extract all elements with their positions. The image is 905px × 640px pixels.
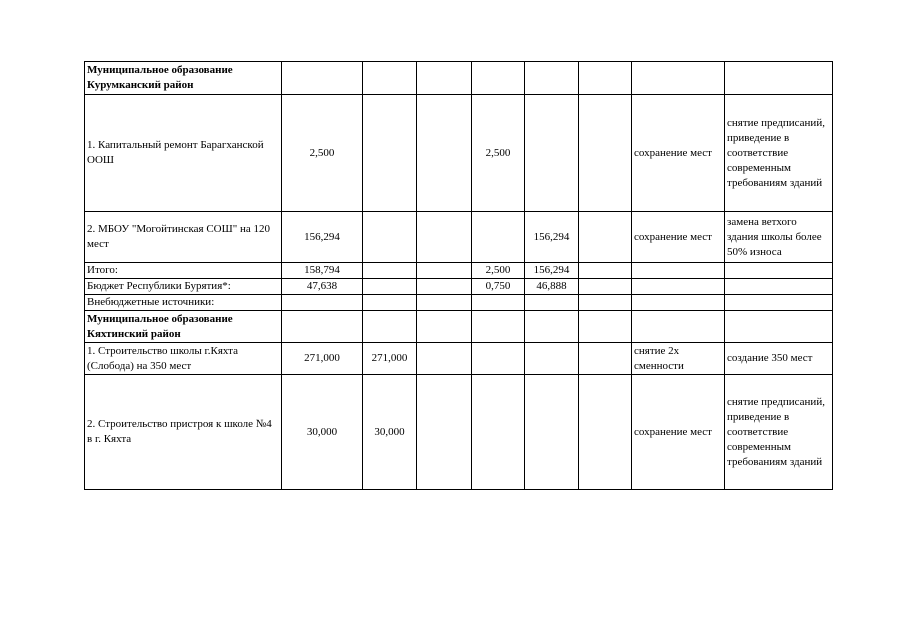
note-cell: снятие 2х сменности <box>632 343 725 375</box>
table-row-section-kurumkan <box>85 62 833 95</box>
table-row <box>85 343 833 375</box>
value-cell <box>417 95 472 212</box>
value-cell <box>525 375 579 490</box>
table-row-total <box>85 263 833 279</box>
item-name-cell: 1. Капитальный ремонт Барагханской ООШ <box>85 95 282 212</box>
table-row-extrabudget <box>85 295 833 311</box>
table-cell <box>282 62 363 95</box>
table-cell <box>525 62 579 95</box>
value-cell: 156,294 <box>525 212 579 263</box>
value-cell <box>579 95 632 212</box>
table-cell <box>725 311 833 343</box>
table-cell <box>417 311 472 343</box>
item-name-cell: 2. МБОУ "Могойтинская СОШ" на 120 мест <box>85 212 282 263</box>
value-cell: 2,500 <box>472 95 525 212</box>
table-cell <box>363 311 417 343</box>
value-cell <box>282 295 363 311</box>
table-row <box>85 212 833 263</box>
row-label: Итого: <box>85 263 282 279</box>
item-name-cell: 2. Строительство пристроя к школе №4 в г. Кяхта <box>85 375 282 490</box>
value-cell <box>472 212 525 263</box>
value-cell <box>417 343 472 375</box>
value-cell: 158,794 <box>282 263 363 279</box>
table-cell <box>632 62 725 95</box>
document-table <box>84 61 833 490</box>
value-cell <box>417 212 472 263</box>
value-cell <box>579 279 632 295</box>
value-cell <box>363 295 417 311</box>
table-cell <box>579 62 632 95</box>
result-cell: снятие предписаний, приведение в соответствие современным требованиям зданий <box>725 375 833 490</box>
table-cell <box>472 311 525 343</box>
value-cell: 271,000 <box>282 343 363 375</box>
table-cell <box>632 311 725 343</box>
value-cell <box>579 212 632 263</box>
value-cell <box>579 295 632 311</box>
value-cell: 0,750 <box>472 279 525 295</box>
value-cell: 2,500 <box>282 95 363 212</box>
section-heading: Муниципальное образование Кяхтинский район <box>85 311 282 343</box>
table-cell <box>282 311 363 343</box>
value-cell <box>525 95 579 212</box>
table-row-budget <box>85 279 833 295</box>
value-cell: 30,000 <box>363 375 417 490</box>
value-cell <box>579 263 632 279</box>
table-row-section-kyakhta <box>85 311 833 343</box>
note-cell: сохранение мест <box>632 95 725 212</box>
result-cell <box>725 263 833 279</box>
value-cell: 271,000 <box>363 343 417 375</box>
value-cell <box>579 343 632 375</box>
row-label: Бюджет Республики Бурятия*: <box>85 279 282 295</box>
note-cell <box>632 263 725 279</box>
note-cell <box>632 279 725 295</box>
result-cell: замена ветхого здания школы более 50% износа <box>725 212 833 263</box>
value-cell <box>579 375 632 490</box>
value-cell: 47,638 <box>282 279 363 295</box>
value-cell: 156,294 <box>282 212 363 263</box>
value-cell: 30,000 <box>282 375 363 490</box>
value-cell <box>363 263 417 279</box>
value-cell <box>417 279 472 295</box>
value-cell <box>472 295 525 311</box>
table-cell <box>363 62 417 95</box>
value-cell <box>525 343 579 375</box>
value-cell <box>417 263 472 279</box>
value-cell: 156,294 <box>525 263 579 279</box>
value-cell: 2,500 <box>472 263 525 279</box>
result-cell <box>725 279 833 295</box>
table-cell <box>525 311 579 343</box>
section-heading: Муниципальное образование Курумканский район <box>85 62 282 95</box>
note-cell <box>632 295 725 311</box>
value-cell <box>472 343 525 375</box>
value-cell <box>363 279 417 295</box>
item-name-cell: 1. Строительство школы г.Кяхта (Слобода) на 350 мест <box>85 343 282 375</box>
value-cell <box>363 95 417 212</box>
value-cell <box>363 212 417 263</box>
table-row <box>85 95 833 212</box>
note-cell: сохранение мест <box>632 375 725 490</box>
table-cell <box>417 62 472 95</box>
table-cell <box>472 62 525 95</box>
result-cell: снятие предписаний, приведение в соответствие современным требованиям зданий <box>725 95 833 212</box>
value-cell <box>472 375 525 490</box>
table-cell <box>725 62 833 95</box>
table-cell <box>579 311 632 343</box>
result-cell <box>725 295 833 311</box>
value-cell <box>525 295 579 311</box>
note-cell: сохранение мест <box>632 212 725 263</box>
value-cell <box>417 375 472 490</box>
row-label: Внебюджетные источники: <box>85 295 282 311</box>
value-cell <box>417 295 472 311</box>
table-row <box>85 375 833 490</box>
value-cell: 46,888 <box>525 279 579 295</box>
result-cell: создание 350 мест <box>725 343 833 375</box>
